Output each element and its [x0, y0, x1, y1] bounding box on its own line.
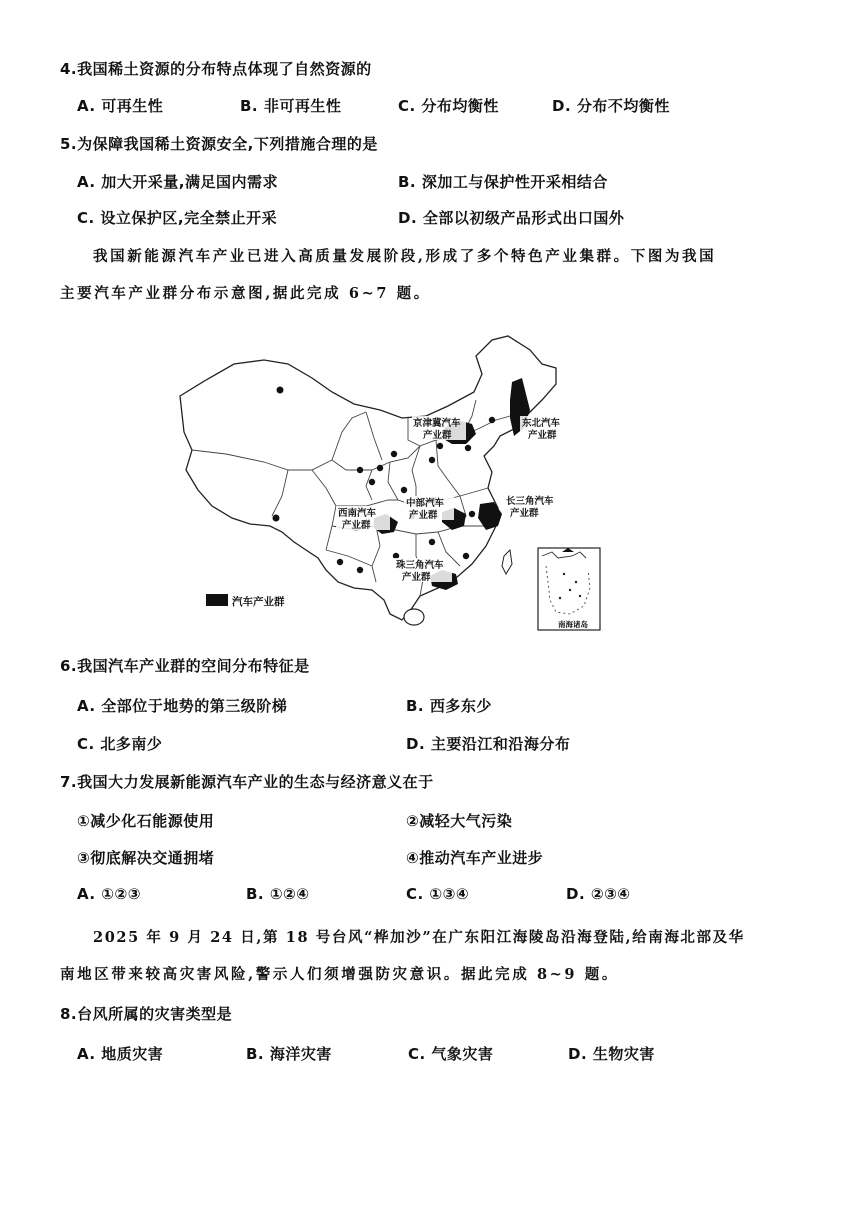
q6-option-b[interactable]: B. 西多东少 — [406, 697, 492, 715]
label-zhusanjiao-line-2: 产业群 — [402, 572, 431, 583]
label-changsanjiao-line-1: 长三角汽车 — [506, 496, 554, 507]
question-7-stem: 7.我国大力发展新能源汽车产业的生态与经济意义在于 — [60, 773, 434, 791]
label-zhusanjiao-line-1: 珠三角汽车 — [396, 560, 444, 571]
question-6-stem: 6.我国汽车产业群的空间分布特征是 — [60, 657, 310, 675]
label-xinan-line-2: 产业群 — [342, 520, 371, 531]
q4-option-d[interactable]: D. 分布不均衡性 — [552, 97, 670, 115]
legend-label: 汽车产业群 — [232, 596, 285, 608]
q6-option-d[interactable]: D. 主要沿江和沿海分布 — [406, 735, 571, 753]
passage-2-line-2: 南地区带来较高灾害风险,警示人们须增强防灾意识。据此完成 8~9 题。 — [60, 966, 619, 983]
automobile-cluster-map — [176, 320, 606, 632]
label-jingjinji-line-2: 产业群 — [423, 430, 452, 441]
passage-1-line-1: 我国新能源汽车产业已进入高质量发展阶段,形成了多个特色产业集群。下图为我国 — [93, 248, 717, 265]
label-zhongbu-line-2: 产业群 — [409, 510, 438, 521]
china-outline — [180, 336, 556, 620]
q8-option-b[interactable]: B. 海洋灾害 — [246, 1045, 332, 1063]
q7-option-c[interactable]: C. ①③④ — [406, 885, 470, 903]
passage-1-line-2: 主要汽车产业群分布示意图,据此完成 6~7 题。 — [60, 285, 431, 302]
q7-option-d[interactable]: D. ②③④ — [566, 885, 631, 903]
question-8-stem: 8.台风所属的灾害类型是 — [60, 1005, 233, 1023]
label-xinan-line-1: 西南汽车 — [338, 508, 377, 519]
label-changsanjiao-line-2: 产业群 — [510, 508, 539, 519]
q6-option-c[interactable]: C. 北多南少 — [77, 735, 163, 753]
q4-option-b[interactable]: B. 非可再生性 — [240, 97, 342, 115]
q8-option-c[interactable]: C. 气象灾害 — [408, 1045, 494, 1063]
q7-item-4: ④推动汽车产业进步 — [406, 849, 544, 867]
legend-swatch — [206, 594, 228, 606]
q4-option-c[interactable]: C. 分布均衡性 — [398, 97, 499, 115]
q5-option-c[interactable]: C. 设立保护区,完全禁止开采 — [77, 209, 278, 227]
question-5-stem: 5.为保障我国稀土资源安全,下列措施合理的是 — [60, 135, 378, 153]
q4-option-a[interactable]: A. 可再生性 — [77, 97, 164, 115]
q5-option-a[interactable]: A. 加大开采量,满足国内需求 — [77, 173, 279, 191]
passage-2-line-1: 2025 年 9 月 24 日,第 18 号台风“桦加沙”在广东阳江海陵岛沿海登陆,给南海北部及华 — [93, 929, 745, 946]
q5-option-b[interactable]: B. 深加工与保护性开采相结合 — [398, 173, 608, 191]
hainan-island — [404, 609, 424, 625]
label-dongbei-line-2: 产业群 — [528, 430, 557, 441]
q7-item-2: ②减轻大气污染 — [406, 812, 513, 830]
q5-option-d[interactable]: D. 全部以初级产品形式出口国外 — [398, 209, 625, 227]
q7-option-a[interactable]: A. ①②③ — [77, 885, 141, 903]
q7-option-b[interactable]: B. ①②④ — [246, 885, 310, 903]
south-sea-inset — [538, 548, 600, 630]
q7-item-3: ③彻底解决交通拥堵 — [77, 849, 215, 867]
q7-item-1: ①减少化石能源使用 — [77, 812, 215, 830]
label-jingjinji-line-1: 京津冀汽车 — [413, 418, 461, 429]
label-dongbei-line-1: 东北汽车 — [522, 418, 561, 429]
q8-option-a[interactable]: A. 地质灾害 — [77, 1045, 164, 1063]
label-zhongbu-line-1: 中部汽车 — [406, 498, 445, 509]
q8-option-d[interactable]: D. 生物灾害 — [568, 1045, 655, 1063]
q6-option-a[interactable]: A. 全部位于地势的第三级阶梯 — [77, 697, 288, 715]
taiwan-island — [502, 550, 512, 574]
question-4-stem: 4.我国稀土资源的分布特点体现了自然资源的 — [60, 60, 372, 78]
inset-label: 南海诸岛 — [558, 620, 588, 629]
